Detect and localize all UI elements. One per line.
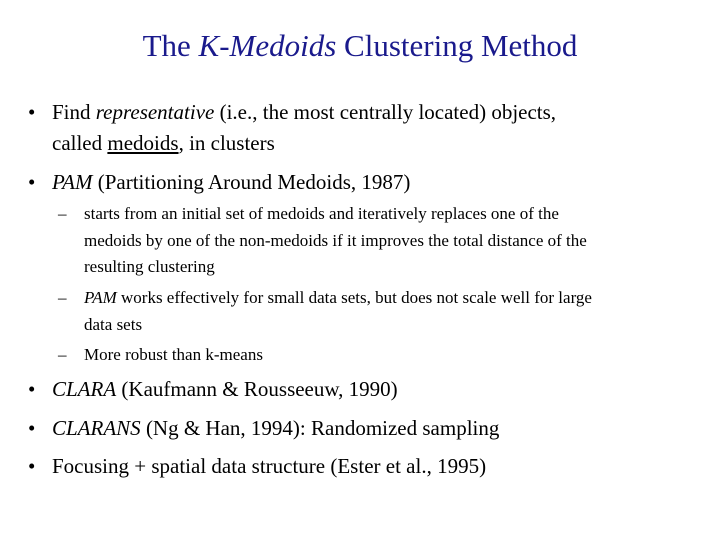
sub-bullet-line [84,285,690,312]
bullet-marker: • [28,100,36,124]
text-run-italic: CLARA [52,377,117,401]
bullet-text [52,413,692,444]
title-italic: K-Medoids [198,28,337,63]
text-run-italic: PAM [84,288,117,307]
slide-title [0,28,720,64]
title-prefix: The [142,28,199,63]
text-run: (Partitioning Around Medoids, 1987) [92,170,411,194]
text-run: Find [52,100,96,124]
bullet-text: Focusing + spatial data structure (Ester et al., 1995) [52,454,487,478]
sub-bullet-text [84,285,690,338]
bullet-marker: • [28,454,36,478]
bullet-text [52,97,692,159]
title-suffix: Clustering Method [336,28,578,63]
text-run: , in clusters [178,131,275,155]
sub-bullet-line: resulting clustering [84,257,215,276]
text-run-underline: medoids [107,131,179,155]
text-run: works effectively for small data sets, but does not scale well for large [116,288,592,307]
sub-bullet-text: More robust than k-means [84,345,263,364]
text-run-italic: representative [95,100,215,124]
sub-bullet-line: data sets [84,314,143,334]
bullet-marker: • [28,416,36,440]
sub-bullet-line: starts from an initial set of medoids and iteratively replaces one of the [84,204,559,223]
dash-marker: – [58,204,67,223]
text-run: called [52,131,108,155]
bullet-text [52,167,692,198]
bullet-line [52,97,692,128]
bullet-text [52,374,692,405]
dash-marker: – [58,345,67,364]
bullet-line [52,128,692,159]
bullet-marker: • [28,170,36,194]
text-run: (i.e., the most centrally located) objects, [214,100,557,124]
text-run-italic: PAM [52,170,93,194]
bullet-marker: • [28,377,36,401]
text-run-italic: CLARANS [52,416,141,440]
dash-marker: – [58,288,67,307]
text-run: (Ng & Han, 1994): Randomized sampling [140,416,500,440]
text-run: (Kaufmann & Rousseeuw, 1990) [116,377,398,401]
sub-bullet-line: medoids by one of the non-medoids if it improves the total distance of the [84,230,587,250]
sub-bullet-text [84,201,690,281]
